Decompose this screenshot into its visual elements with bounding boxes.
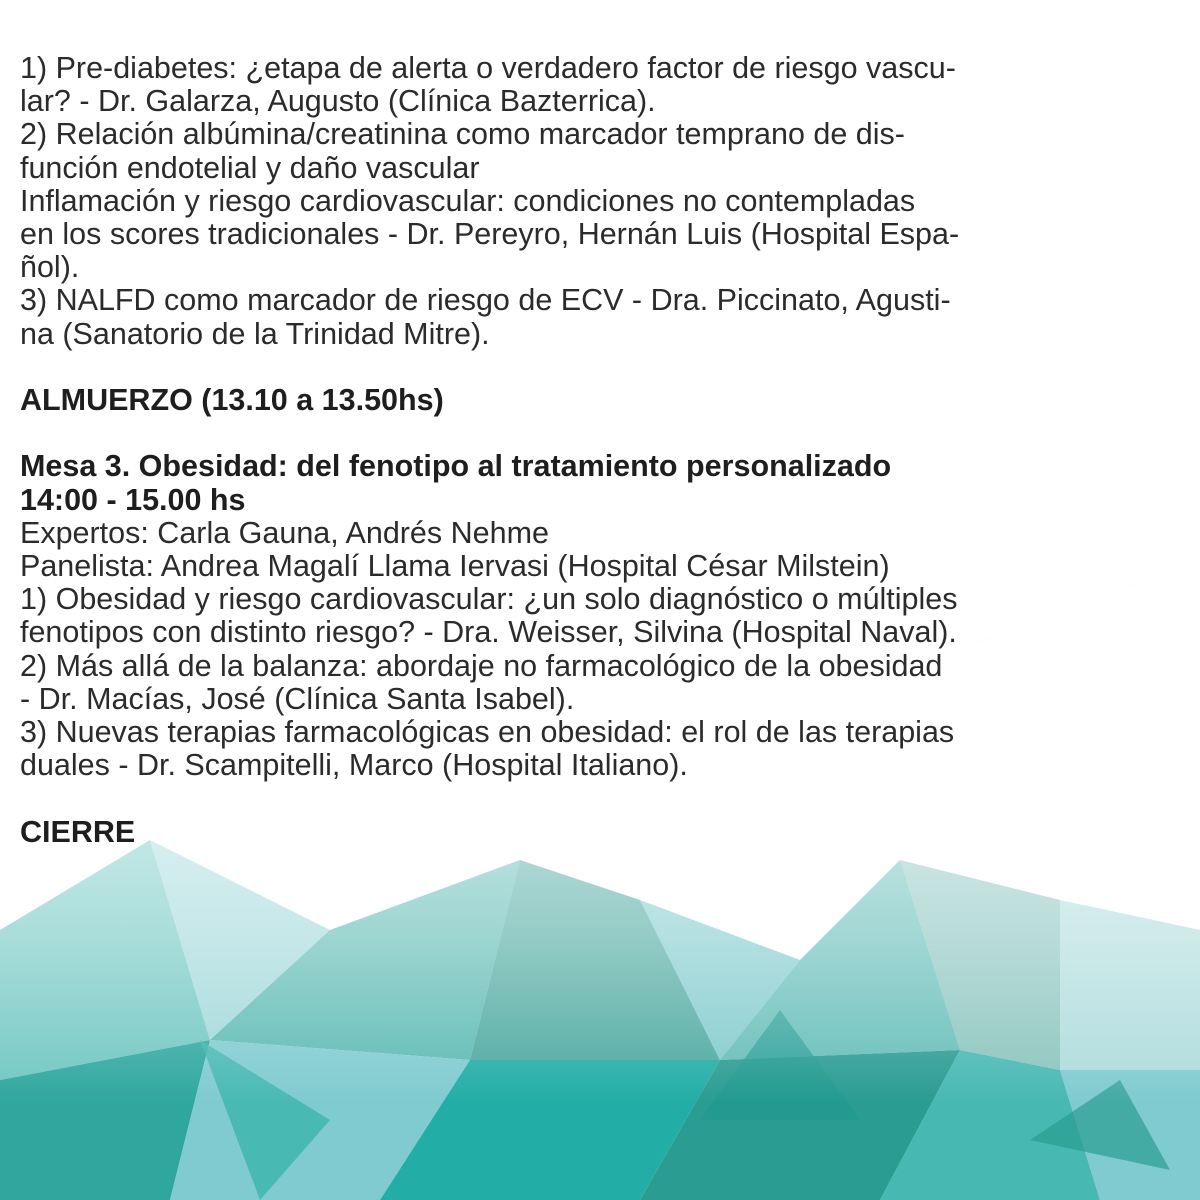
mesa2-item1-line1: 1) Pre-diabetes: ¿etapa de alerta o verdadero factor de riesgo vascu- — [20, 51, 956, 85]
spacer — [20, 351, 1185, 384]
mesa2-item3-line1: 3) NALFD como marcador de riesgo de ECV - Dra. Piccinato, Agusti- — [20, 283, 951, 318]
mesa2-item2-line4: en los scores tradicionales - Dr. Pereyro, Hernán Luis (Hospital Espa- — [20, 217, 960, 252]
almuerzo-heading: ALMUERZO (13.10 a 13.50hs) — [20, 383, 444, 418]
mesa2-item2-line1: 2) Relación albúmina/creatinina como marcador temprano de dis- — [20, 117, 905, 152]
spacer — [20, 417, 1185, 450]
mesa2-item2-line3: Inflamación y riesgo cardiovascular: condiciones no contempladas — [20, 183, 916, 218]
spacer — [20, 782, 1185, 815]
mesa3-time: 14:00 - 15.00 hs — [20, 482, 246, 517]
mesa3-item1-line2: fenotipos con distinto riesgo? - Dra. Weisser, Silvina (Hospital Naval). — [20, 615, 957, 650]
mesa3-item3-line1: 3) Nuevas terapias farmacológicas en obesidad: el rol de las terapias — [20, 715, 955, 750]
mesa2-item2-line5: ñol). — [20, 250, 80, 285]
mesa3-title: Mesa 3. Obesidad: del fenotipo al tratamiento personalizado — [20, 449, 892, 484]
agenda-content — [20, 52, 1185, 849]
mesa3-item2-line2: - Dr. Macías, José (Clínica Santa Isabel). — [20, 681, 575, 716]
mesa3-panelista: Panelista: Andrea Magalí Llama Iervasi (Hospital César Milstein) — [20, 549, 890, 584]
mesa2-item3-line2: na (Sanatorio de la Trinidad Mitre). — [20, 316, 490, 351]
mesa3-expertos: Expertos: Carla Gauna, Andrés Nehme — [20, 515, 549, 550]
cierre-heading: CIERRE — [20, 814, 136, 849]
mesa2-item2-line2: función endotelial y daño vascular — [20, 150, 480, 185]
mesa3-item1-line1: 1) Obesidad y riesgo cardiovascular: ¿un solo diagnóstico o múltiples — [20, 582, 958, 617]
mesa3-item3-line2: duales - Dr. Scampitelli, Marco (Hospital Italiano). — [20, 748, 688, 783]
mesa3-item2-line1: 2) Más allá de la balanza: abordaje no farmacológico de la obesidad — [20, 648, 943, 683]
mesa2-item1-line2: lar? - Dr. Galarza, Augusto (Clínica Bazterrica). — [20, 84, 656, 119]
